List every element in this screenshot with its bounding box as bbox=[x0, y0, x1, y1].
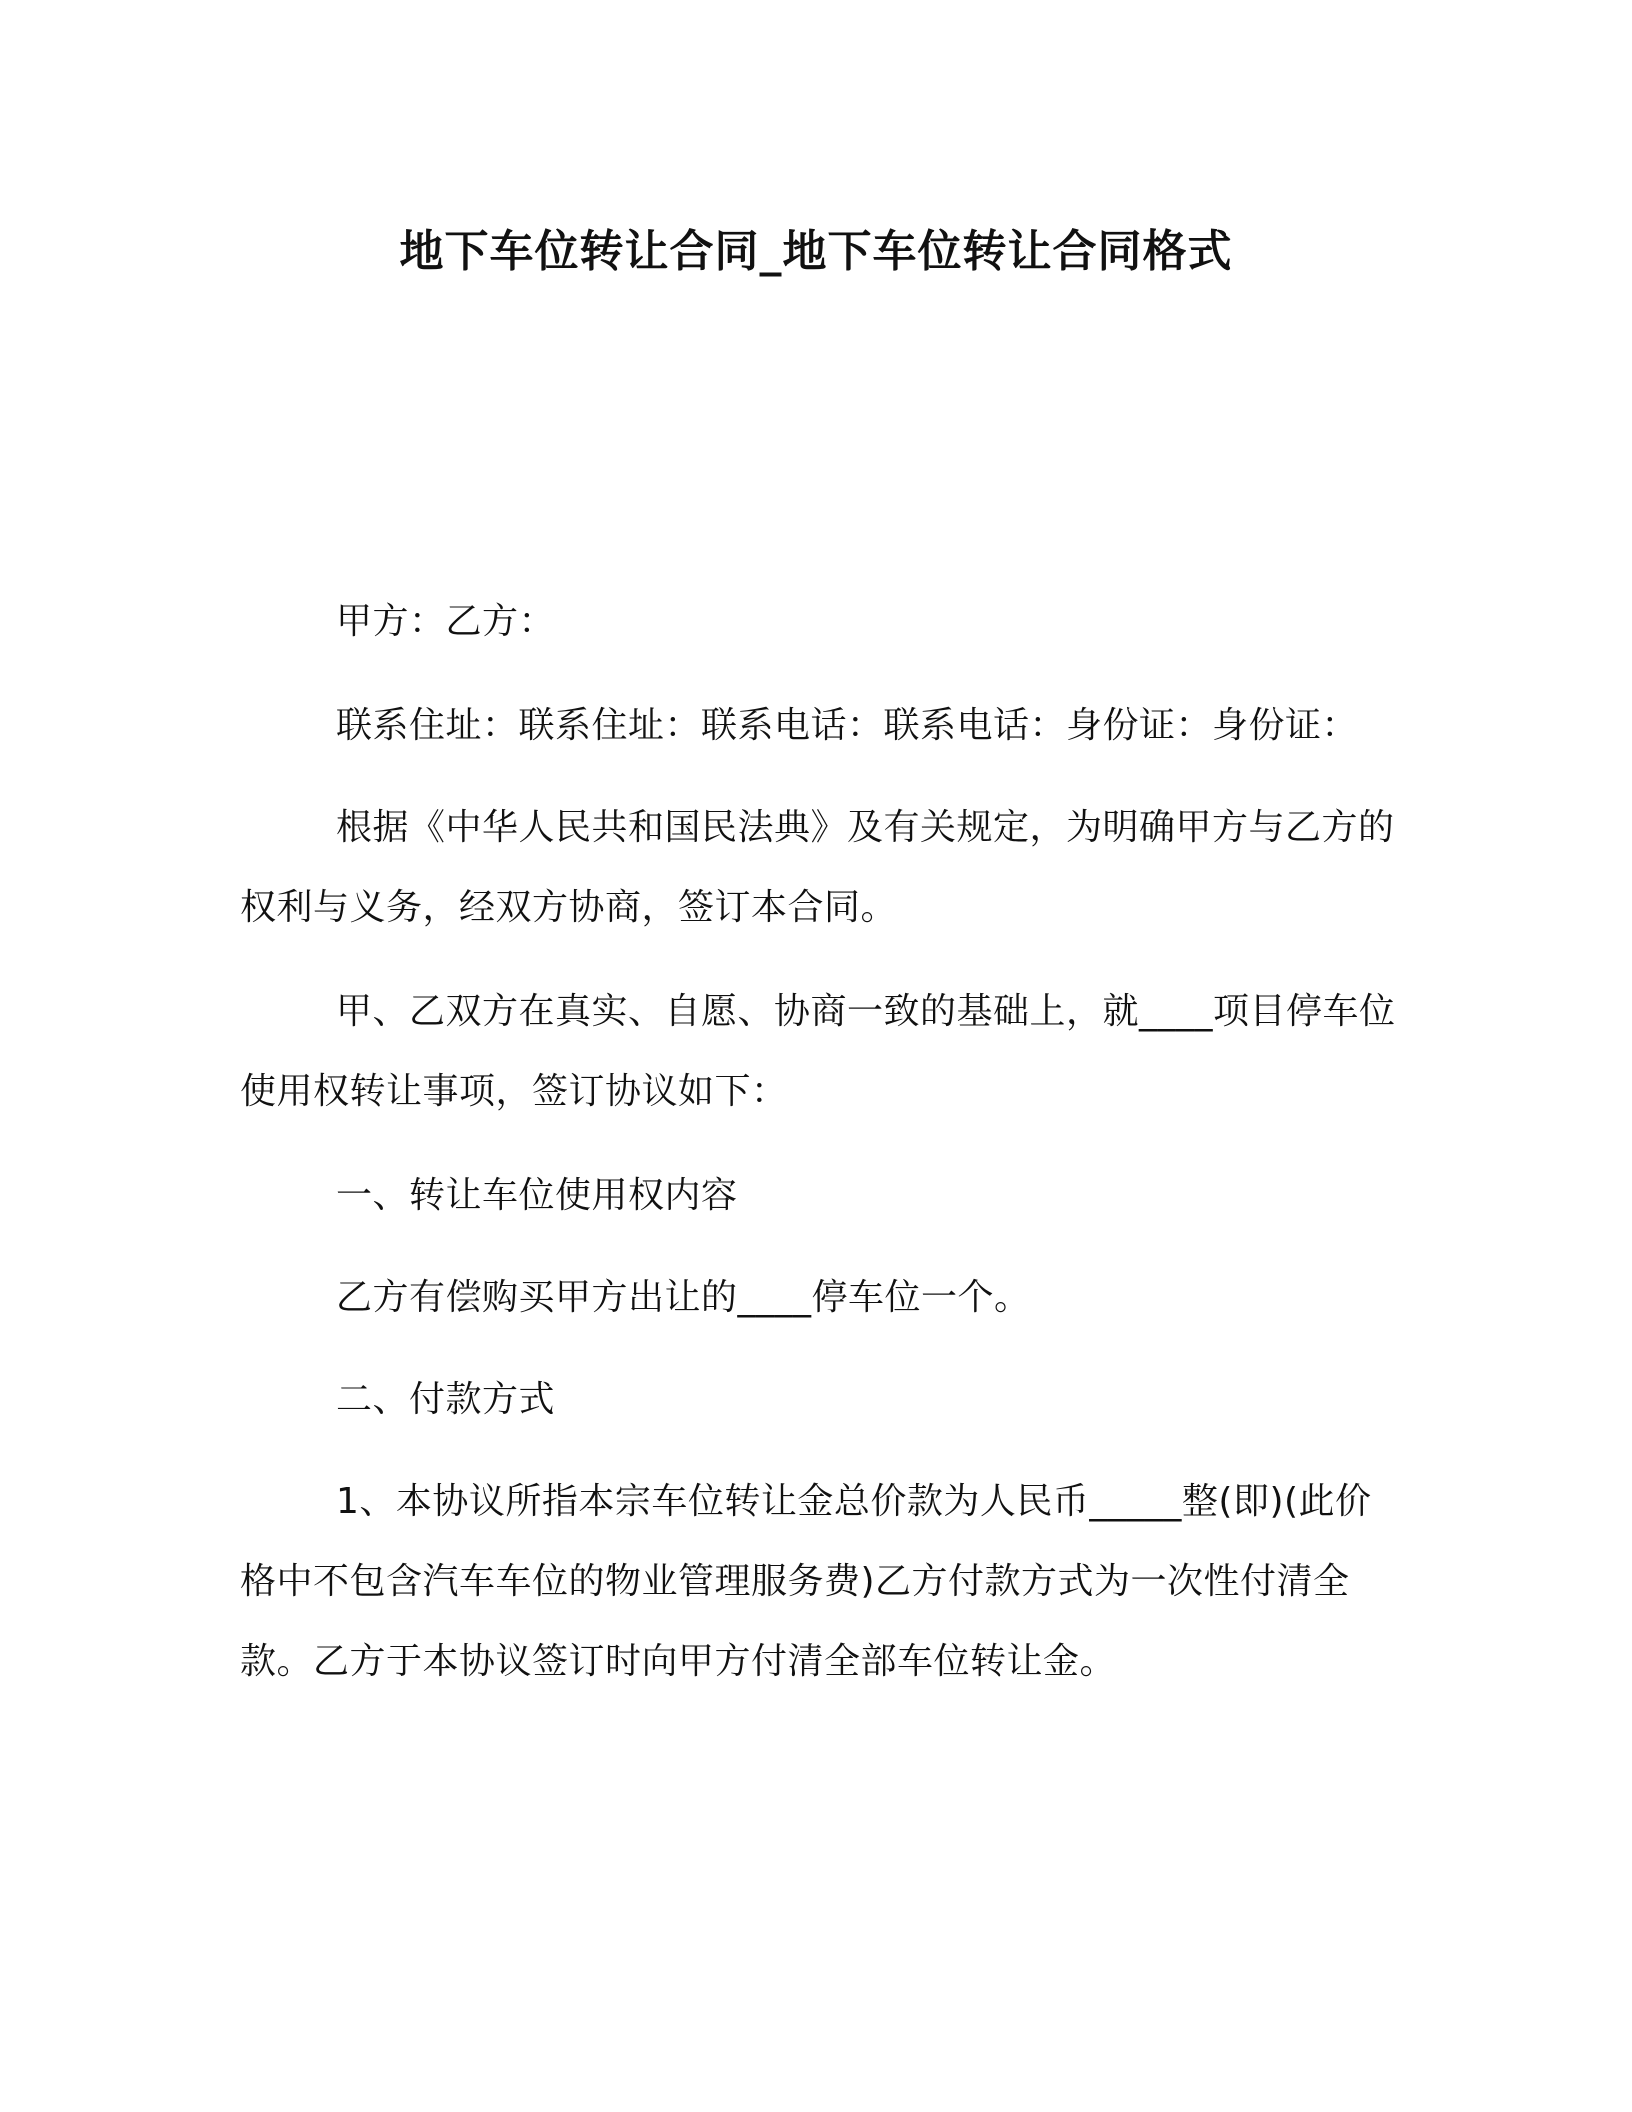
section-heading-transfer: 一、转让车位使用权内容 bbox=[336, 1175, 738, 1216]
transfer-content-paragraph: 乙方有偿购买甲方出让的____停车位一个。 bbox=[336, 1277, 1031, 1318]
document-title: 地下车位转让合同_地下车位转让合同格式 bbox=[399, 226, 1233, 277]
legal-basis-paragraph: 根据《中华人民共和国民法典》及有关规定，为明确甲方与乙方的权利与义务，经双方协商，签订本合同。 bbox=[240, 807, 1395, 928]
parties-line: 甲方：乙方： bbox=[336, 601, 556, 642]
payment-clause-paragraph: 1、本协议所指本宗车位转让金总价款为人民币_____整(即)(此价格中不包含汽车车位的物业管理服务费)乙方付款方式为一次性付清全款。乙方于本协议签订时向甲方付清全部车位转让金。 bbox=[240, 1481, 1372, 1682]
contact-line: 联系住址：联系住址：联系电话：联系电话：身份证：身份证： bbox=[336, 705, 1359, 746]
section-heading-payment: 二、付款方式 bbox=[336, 1379, 556, 1420]
agreement-intro-paragraph: 甲、乙双方在真实、自愿、协商一致的基础上，就____项目停车位使用权转让事项，签订协议如下： bbox=[240, 991, 1396, 1112]
